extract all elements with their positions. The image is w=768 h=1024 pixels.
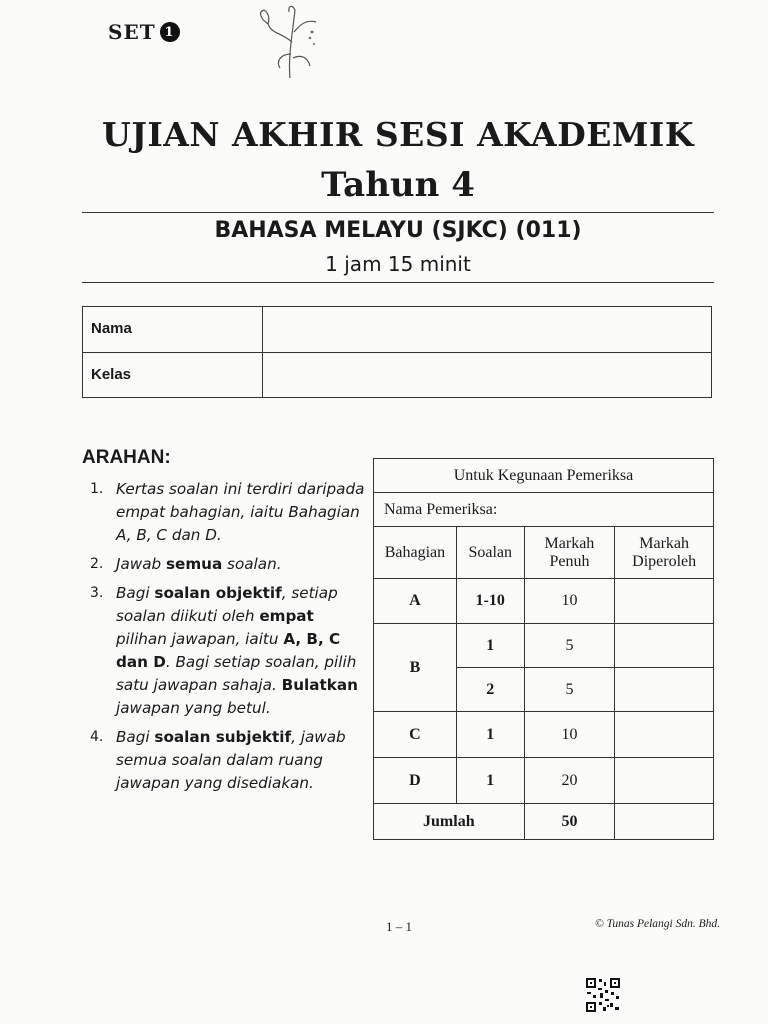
set-text: SET (108, 20, 156, 44)
instructions-list (90, 478, 365, 801)
obtained-mark-cell[interactable] (615, 624, 714, 668)
instruction-emphasis: empat (259, 607, 314, 625)
name-row (83, 307, 711, 352)
qr-code-icon (585, 977, 621, 1013)
question-cell: 2 (456, 668, 524, 712)
section-cell: D (374, 758, 457, 804)
instruction-text: jawapan yang betul. (116, 699, 271, 717)
set-number-badge: 1 (160, 22, 180, 42)
page-number: 1 – 1 (386, 919, 412, 934)
class-row (83, 352, 711, 398)
section-cell: A (374, 579, 457, 624)
instruction-text: , jawab semua soalan dalam ruang jawapan yang disediakan. (116, 728, 346, 792)
instruction-text: pilihan jawapan, iaitu (116, 630, 284, 648)
instruction-item (90, 726, 365, 795)
full-mark-cell: 10 (524, 712, 615, 758)
instruction-item (90, 582, 365, 720)
instruction-text: . Bagi setiap soalan, pilih satu jawapan sahaja. (116, 653, 357, 694)
instruction-item (90, 478, 365, 547)
full-mark-cell: 20 (524, 758, 615, 804)
instruction-emphasis: semua (165, 555, 223, 573)
full-mark-cell: 5 (524, 668, 615, 712)
obtained-mark-cell[interactable] (615, 758, 714, 804)
question-cell: 1-10 (456, 579, 524, 624)
obtained-mark-cell[interactable] (615, 712, 714, 758)
floral-ornament-icon (250, 2, 330, 80)
instruction-text: Jawab (116, 555, 166, 573)
instruction-emphasis: soalan objektif (154, 584, 282, 602)
instruction-emphasis: Bulatkan (281, 676, 358, 694)
instructions-title: ARAHAN: (82, 447, 171, 468)
total-row (374, 804, 714, 840)
set-label (108, 20, 180, 44)
total-obtained-cell[interactable] (615, 804, 714, 840)
instruction-number: 2. (90, 556, 104, 572)
full-mark-cell: 10 (524, 579, 615, 624)
header-section: Bahagian (374, 527, 457, 579)
instruction-number: 4. (90, 729, 104, 745)
question-cell: 1 (456, 712, 524, 758)
header-obtained-mark: Markah Diperoleh (615, 527, 714, 579)
question-cell: 1 (456, 758, 524, 804)
obtained-mark-cell[interactable] (615, 579, 714, 624)
divider-bottom (82, 282, 714, 283)
examiner-mark-table (373, 458, 714, 840)
section-cell: B (374, 624, 457, 712)
obtained-mark-cell[interactable] (615, 668, 714, 712)
exam-duration: 1 jam 15 minit (325, 252, 471, 276)
header-full-mark: Markah Penuh (524, 527, 615, 579)
section-cell: C (374, 712, 457, 758)
name-label: Nama (91, 320, 132, 337)
instruction-text: , setiap soalan diikuti oleh (116, 584, 338, 625)
instruction-text: Bagi (116, 728, 155, 746)
instruction-text: Kertas soalan ini terdiri daripada empat bahagian, iaitu Bahagian A, B, C dan D. (116, 480, 365, 544)
full-mark-cell: 5 (524, 624, 615, 668)
divider-top (82, 212, 714, 213)
info-divider (262, 307, 263, 397)
table-title: Untuk Kegunaan Pemeriksa (374, 459, 714, 493)
table-row (374, 624, 714, 668)
instruction-text: Bagi (116, 584, 155, 602)
instruction-emphasis: soalan subjektif (154, 728, 292, 746)
instruction-number: 3. (90, 585, 104, 601)
total-full-mark: 50 (524, 804, 615, 840)
instruction-text: soalan. (222, 555, 282, 573)
header-question: Soalan (456, 527, 524, 579)
question-cell: 1 (456, 624, 524, 668)
instruction-number: 1. (90, 481, 104, 497)
copyright-notice: © Tunas Pelangi Sdn. Bhd. (594, 918, 720, 930)
student-info-box (82, 306, 712, 398)
table-row (374, 712, 714, 758)
subject-title: BAHASA MELAYU (SJKC) (011) (214, 218, 582, 243)
instruction-emphasis: A, B, C dan D (116, 630, 341, 671)
table-row (374, 579, 714, 624)
class-label: Kelas (91, 366, 132, 383)
table-row (374, 758, 714, 804)
instruction-item (90, 553, 365, 576)
examiner-name-cell: Nama Pemeriksa: (374, 493, 714, 527)
exam-title: UJIAN AKHIR SESI AKADEMIK (101, 115, 695, 154)
total-label: Jumlah (374, 804, 525, 840)
exam-year: Tahun 4 (321, 165, 475, 205)
